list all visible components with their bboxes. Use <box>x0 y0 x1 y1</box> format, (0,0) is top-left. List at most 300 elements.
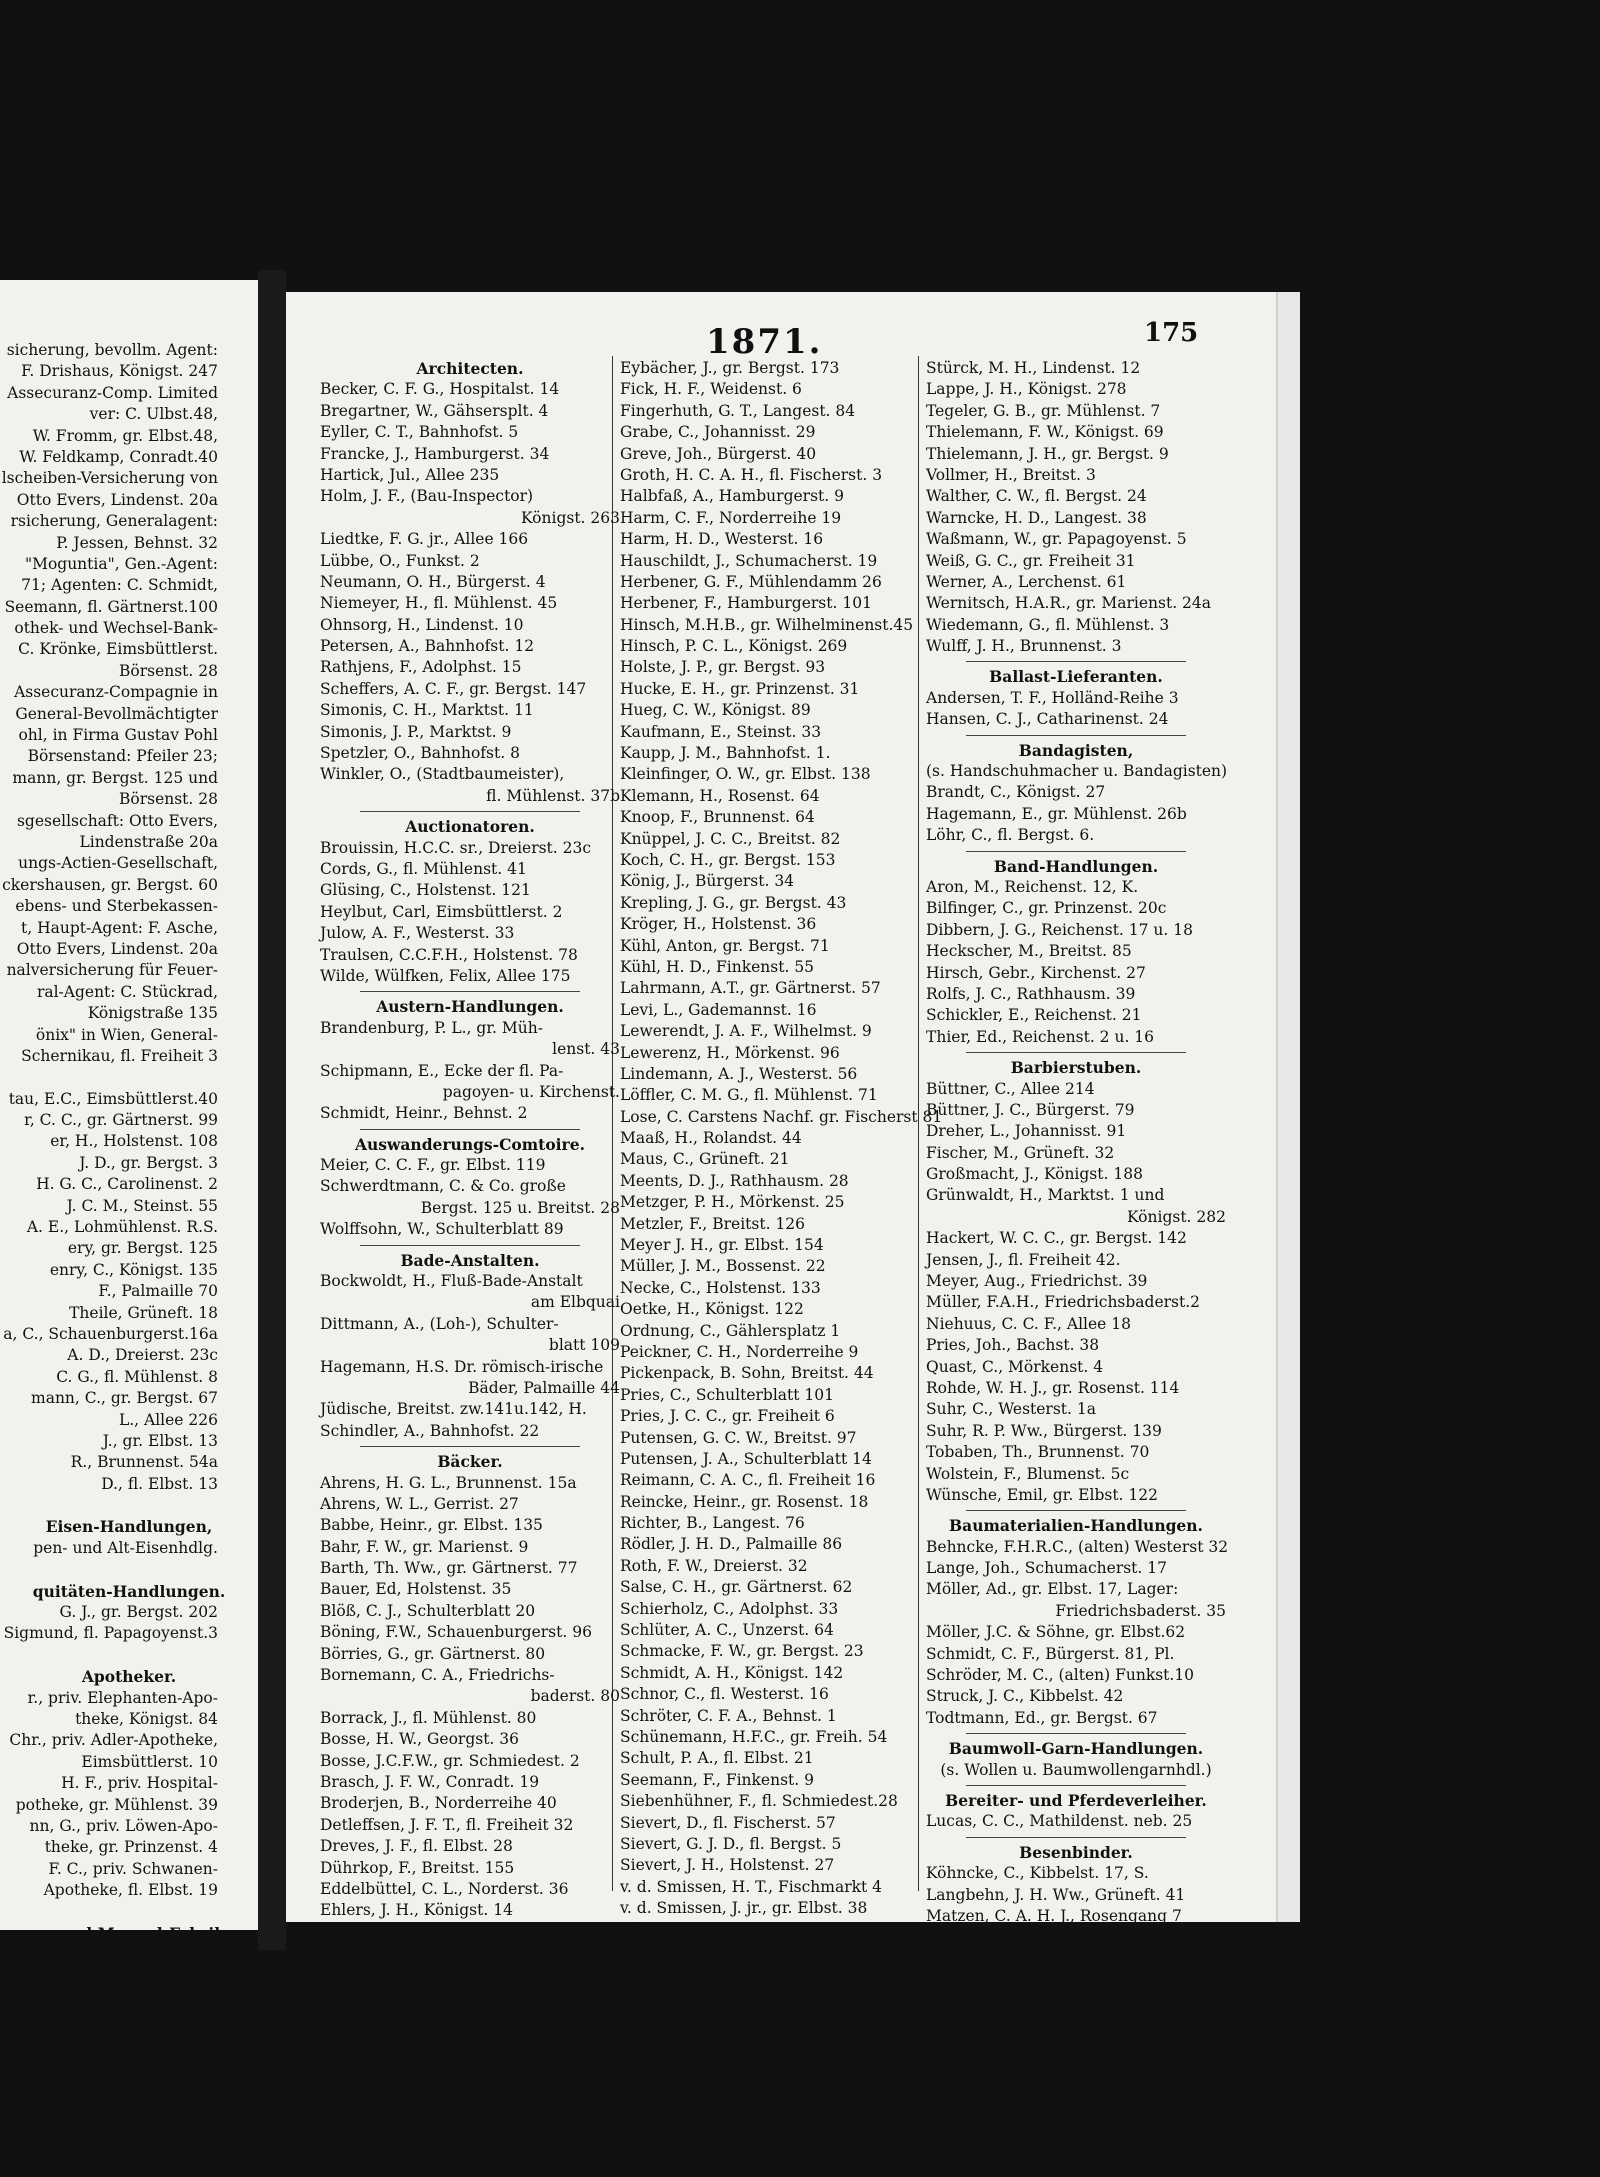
page-edge <box>1276 292 1300 1922</box>
directory-entry: Rödler, J. H. D., Palmaille 86 <box>620 1535 843 1554</box>
directory-entry: Holm, J. F., (Bau-Inspector) <box>320 487 534 506</box>
section-heading: Austern-Handlungen. <box>376 997 564 1017</box>
directory-entry: Löhr, C., fl. Bergst. 6. <box>926 826 1095 845</box>
directory-entry: Dittmann, A., (Loh-), Schulter- <box>320 1314 559 1333</box>
directory-entry: Kröger, H., Holstenst. 36 <box>620 915 817 934</box>
directory-entry: Greve, Joh., Bürgerst. 40 <box>620 444 817 463</box>
left-page-line: General-Bevollmächtigter <box>15 704 218 723</box>
directory-entry: Bosse, J.C.F.W., gr. Schmiedest. 2 <box>320 1751 580 1770</box>
left-page-line: F. C., priv. Schwanen- <box>48 1859 218 1878</box>
directory-entry: (s. Handschuhmacher u. Bandagisten) <box>926 762 1228 781</box>
left-page-line: Otto Evers, Lindenst. 20a <box>16 490 218 509</box>
directory-entry: Lappe, J. H., Königst. 278 <box>926 380 1127 399</box>
section-heading: Auswanderungs-Comtoire. <box>355 1134 585 1154</box>
directory-entry: Broderjen, B., Norderreihe 40 <box>320 1794 557 1813</box>
directory-entry: Wernitsch, H.A.R., gr. Marienst. 24a <box>926 594 1212 613</box>
left-page-line: tau, E.C., Eimsbüttlerst.40 <box>8 1089 218 1108</box>
directory-entry: (s. Wollen u. Baumwollengarnhdl.) <box>940 1760 1212 1779</box>
left-page-line: ral-Agent: C. Stückrad, <box>36 982 218 1001</box>
directory-entry: Büttner, C., Allee 214 <box>926 1079 1095 1098</box>
directory-entry: Walther, C. W., fl. Bergst. 24 <box>926 487 1147 506</box>
left-page-line: othek- und Wechsel-Bank- <box>14 619 218 638</box>
left-page-line: R., Brunnenst. 54a <box>70 1453 218 1472</box>
book-gutter <box>258 270 286 1950</box>
directory-entry: Ahrens, W. L., Gerrist. 27 <box>320 1494 519 1513</box>
left-page-line: Apotheker. <box>81 1667 177 1687</box>
left-page-line: ebens- und Sterbekassen- <box>15 897 218 916</box>
section-divider <box>360 1129 580 1130</box>
directory-entry: am Elbquai <box>530 1293 620 1312</box>
left-page-line: C. Krönke, Eimsbüttlerst. <box>18 640 218 659</box>
directory-entry: v. d. Smissen, J. jr., gr. Elbst. 38 <box>620 1899 868 1918</box>
section-heading: Bereiter- und Pferdeverleiher. <box>945 1791 1207 1810</box>
directory-entry: Julow, A. F., Westerst. 33 <box>320 924 515 943</box>
directory-entry: Hinsch, M.H.B., gr. Wilhelminenst.45 <box>620 615 914 634</box>
left-page-line: Börsenstand: Pfeiler 23; <box>27 747 218 766</box>
directory-entry: Grünwaldt, H., Marktst. 1 und <box>926 1186 1165 1205</box>
left-page-line: rsicherung, Generalagent: <box>10 512 218 531</box>
section-heading: Baumaterialien-Handlungen. <box>949 1516 1203 1536</box>
directory-entry: König, J., Bürgerst. 34 <box>620 872 795 891</box>
left-page-line: sicherung, bevollm. Agent: <box>6 341 218 359</box>
directory-entry: Heckscher, M., Breitst. 85 <box>926 942 1132 961</box>
directory-entry: Scheffers, A. C. F., gr. Bergst. 147 <box>320 679 587 698</box>
left-page-line: F. Drishaus, Königst. 247 <box>21 362 218 381</box>
directory-entry: Fick, H. F., Weidenst. 6 <box>620 380 802 399</box>
left-page-line: lscheiben-Versicherung von <box>1 469 218 488</box>
left-page-line <box>0 1495 258 1516</box>
directory-entry: Bahr, F. W., gr. Marienst. 9 <box>320 1537 529 1556</box>
directory-entry: Waßmann, W., gr. Papagoyenst. 5 <box>926 530 1187 549</box>
directory-entry: Jüdische, Breitst. zw.141u.142, H. <box>320 1400 587 1419</box>
directory-entry: Kleinfinger, O. W., gr. Elbst. 138 <box>620 765 871 784</box>
directory-entry: Harm, C. F., Norderreihe 19 <box>620 508 842 527</box>
directory-entry: Ahrens, H. G. L., Brunnenst. 15a <box>320 1473 577 1492</box>
directory-entry: Jensen, J., fl. Freiheit 42. <box>926 1250 1121 1269</box>
directory-entry: Wilde, Wülfken, Felix, Allee 175 <box>320 966 571 985</box>
directory-entry: Königst. 263 <box>521 508 620 527</box>
left-page-line: Chr., priv. Adler-Apotheke, <box>9 1731 218 1750</box>
left-page-column <box>0 340 258 1966</box>
directory-entry: Grabe, C., Johannisst. 29 <box>620 423 816 442</box>
directory-entry: Pries, J. C. C., gr. Freiheit 6 <box>620 1407 835 1426</box>
left-page-line: theke, Königst. 84 <box>75 1710 218 1728</box>
directory-entry: Dührkop, F., Breitst. 155 <box>320 1858 515 1877</box>
section-heading: Auctionatoren. <box>405 817 535 837</box>
left-page-line: Seemann, fl. Gärtnerst.100 <box>4 597 218 616</box>
left-page-line: n, C.H. Ww, gr. Rosenst.128 <box>0 1945 219 1964</box>
left-page-line: ery, gr. Bergst. 125 <box>67 1239 218 1258</box>
directory-entry: Holste, J. P., gr. Bergst. 93 <box>620 658 826 677</box>
section-divider <box>966 1785 1186 1786</box>
directory-entry: Schindler, A., Bahnhofst. 22 <box>320 1421 540 1440</box>
directory-entry: Seemann, F., Finkenst. 9 <box>620 1770 814 1789</box>
directory-entry: Suhr, R. P. Ww., Bürgerst. 139 <box>926 1421 1162 1440</box>
directory-entry: Aron, M., Reichenst. 12, K. <box>926 877 1139 896</box>
directory-entry: Pries, Joh., Bachst. 38 <box>926 1336 1100 1355</box>
directory-entry: Bregartner, W., Gähsersplt. 4 <box>320 401 549 420</box>
directory-entry: Köhncke, C., Kibbelst. 17, S. <box>926 1864 1149 1883</box>
left-page-line: J., gr. Elbst. 13 <box>102 1431 218 1450</box>
left-page-line: L., Allee 226 <box>118 1410 218 1429</box>
directory-entry: Hauschildt, J., Schumacherst. 19 <box>620 551 878 570</box>
left-page-line: H. G. C., Carolinenst. 2 <box>36 1175 218 1194</box>
left-page-line: Börsenst. 28 <box>118 661 218 680</box>
left-page-line: nalversicherung für Feuer- <box>6 961 218 980</box>
left-page-line: ver: C. Ulbst.48, <box>89 405 218 424</box>
left-page-line: önix" in Wien, General- <box>35 1025 218 1044</box>
directory-entry: lenst. 43 <box>552 1040 620 1059</box>
directory-entry: Langbehn, J. H. Ww., Grüneft. 41 <box>926 1885 1186 1904</box>
directory-entry: Brasch, J. F. W., Conradt. 19 <box>320 1773 540 1791</box>
left-page-line: r., priv. Elephanten-Apo- <box>27 1688 218 1707</box>
directory-entry: Sötje, C., gr. Wilhelminenst. 22 <box>620 1920 864 1939</box>
directory-entry: Eybächer, J., gr. Bergst. 173 <box>620 359 840 377</box>
directory-entry: Knüppel, J. C. C., Breitst. 82 <box>620 829 841 848</box>
directory-entry: Simonis, C. H., Marktst. 11 <box>320 701 534 720</box>
directory-entry: Möller, Ad., gr. Elbst. 17, Lager: <box>926 1580 1179 1599</box>
page-year: 1871. <box>706 322 823 362</box>
directory-entry: Weiß, G. C., gr. Freiheit 31 <box>926 551 1136 570</box>
directory-entry: Wolffsohn, W., Schulterblatt 89 <box>320 1220 564 1239</box>
left-page-line: a, C., Schauenburgerst.16a <box>3 1324 218 1343</box>
directory-entry: Herbener, F., Hamburgerst. 101 <box>620 594 872 613</box>
directory-entry: Vollmer, H., Breitst. 3 <box>926 465 1096 484</box>
directory-entry: Ehlers, T., gr. Brauerst. 8 <box>320 1922 518 1941</box>
directory-entry: Klemann, H., Rosenst. 64 <box>620 786 820 805</box>
directory-entry: Putensen, J. A., Schulterblatt 14 <box>620 1449 872 1468</box>
directory-entry: Putensen, G. C. W., Breitst. 97 <box>620 1428 857 1447</box>
section-divider <box>966 851 1186 852</box>
directory-entry: Wolstein, F., Blumenst. 5c <box>926 1464 1130 1483</box>
directory-column-2 <box>620 358 943 2026</box>
directory-column-3 <box>926 358 1229 1927</box>
left-page-line: ckershausen, gr. Bergst. 60 <box>2 875 218 894</box>
directory-entry: Necke, C., Holstenst. 133 <box>620 1278 821 1297</box>
directory-entry: Blöß, C. J., Schulterblatt 20 <box>320 1601 536 1620</box>
directory-entry: Schmidt, A. H., Königst. 142 <box>620 1663 844 1682</box>
directory-entry: Herbener, G. F., Mühlendamm 26 <box>620 572 882 591</box>
directory-entry: Quast, C., Mörkenst. 4 <box>926 1357 1104 1376</box>
directory-entry: Böning, F.W., Schauenburgerst. 96 <box>320 1623 592 1642</box>
directory-entry: Roth, F. W., Dreierst. 32 <box>620 1556 808 1575</box>
directory-entry: Hagemann, E., gr. Mühlenst. 26b <box>926 804 1187 823</box>
left-page-line: Assecuranz-Compagnie in <box>14 683 218 702</box>
directory-entry: Kühl, H. D., Finkenst. 55 <box>620 957 815 976</box>
section-divider <box>966 661 1186 662</box>
directory-entry: Lange, Joh., Schumacherst. 17 <box>926 1559 1167 1578</box>
left-page-line: H. F., priv. Hospital- <box>61 1774 218 1793</box>
directory-entry: Hueg, C. W., Königst. 89 <box>620 701 811 720</box>
directory-entry: Oetke, H., Königst. 122 <box>620 1300 804 1319</box>
left-page-line: t, Haupt-Agent: F. Asche, <box>21 918 218 937</box>
page-number: 175 <box>1144 318 1199 348</box>
directory-entry: Neumann, O. H., Bürgerst. 4 <box>320 572 546 591</box>
left-page-line: ur- und Mangel-Fabrik. <box>27 1923 231 1943</box>
left-page-line: mann, gr. Bergst. 125 und <box>12 768 218 787</box>
directory-entry: Todtmann, Ed., gr. Bergst. 67 <box>926 1708 1158 1727</box>
directory-entry: Siebenhühner, F., fl. Schmiedest.28 <box>620 1792 898 1811</box>
left-page-line: G. J., gr. Bergst. 202 <box>59 1603 218 1622</box>
directory-entry: Hirsch, Gebr., Kirchenst. 27 <box>926 963 1146 982</box>
left-page-line: Theile, Grüneft. 18 <box>69 1303 218 1322</box>
directory-entry: Kaufmann, E., Steinst. 33 <box>620 722 822 741</box>
directory-entry: Krepling, J. G., gr. Bergst. 43 <box>620 893 847 912</box>
left-page-line <box>0 1559 258 1580</box>
directory-entry: Hackert, W. C. C., gr. Bergst. 142 <box>926 1229 1187 1248</box>
section-divider <box>966 735 1186 736</box>
directory-entry: Maaß, H., Rolandst. 44 <box>620 1129 802 1148</box>
directory-entry: Lewerenz, H., Mörkenst. 96 <box>620 1043 840 1062</box>
directory-entry: Ohnsorg, H., Lindenst. 10 <box>320 615 524 634</box>
left-page-line: theke, gr. Prinzenst. 4 <box>44 1838 218 1857</box>
directory-entry: Koch, C. H., gr. Bergst. 153 <box>620 850 836 869</box>
directory-entry: Schult, P. A., fl. Elbst. 21 <box>620 1749 814 1768</box>
directory-entry: Lewerendt, J. A. F., Wilhelmst. 9 <box>620 1022 872 1041</box>
left-page-line: P. Jessen, Behnst. 32 <box>56 533 218 552</box>
directory-entry: Knoop, F., Brunnenst. 64 <box>620 808 815 827</box>
directory-entry: Levi, L., Gademannst. 16 <box>620 1000 817 1019</box>
directory-entry: Ordnung, C., Gählersplatz 1 <box>620 1321 841 1340</box>
directory-entry: Wulff, J. H., Brunnenst. 3 <box>926 637 1122 656</box>
directory-entry: Stavenow, C. F., Fischmarkt 18 <box>620 1963 863 1982</box>
directory-entry: Detleffsen, J. F. T., fl. Freiheit 32 <box>320 1815 574 1834</box>
directory-column-1 <box>320 358 620 1943</box>
left-page-line: mann, C., gr. Bergst. 67 <box>31 1389 218 1408</box>
directory-entry: Ehlers, J. H., Königst. 14 <box>320 1901 513 1920</box>
section-heading: Bade-Anstalten. <box>400 1250 540 1270</box>
directory-entry: Börries, G., gr. Gärtnerst. 80 <box>320 1644 546 1663</box>
directory-entry: Salse, C. H., gr. Gärtnerst. 62 <box>620 1578 853 1597</box>
left-page-line: W. Fromm, gr. Elbst.48, <box>32 426 218 445</box>
directory-entry: Dreher, L., Johannisst. 91 <box>926 1122 1127 1141</box>
directory-entry: Schmidt, C. F., Bürgerst. 81, Pl. <box>926 1644 1175 1663</box>
directory-entry: Löffler, C. M. G., fl. Mühlenst. 71 <box>620 1086 878 1105</box>
left-page-line: r, C. C., gr. Gärtnerst. 99 <box>24 1111 218 1130</box>
directory-entry: Reincke, Heinr., gr. Rosenst. 18 <box>620 1492 869 1511</box>
directory-entry: Schmidt, Heinr., Behnst. 2 <box>320 1104 528 1123</box>
directory-entry: Büttner, J. C., Bürgerst. 79 <box>926 1100 1135 1119</box>
left-page-line: Lindenstraße 20a <box>79 832 218 851</box>
section-heading: Barbierstuben. <box>1010 1058 1142 1078</box>
section-divider <box>966 1733 1186 1734</box>
section-heading: Bandagisten, <box>1018 740 1134 760</box>
directory-entry: Meyer, Aug., Friedrichst. 39 <box>926 1272 1148 1291</box>
left-page-line: Börsenst. 28 <box>118 790 218 809</box>
directory-entry: Hartick, Jul., Allee 235 <box>320 465 500 484</box>
directory-entry: Fischer, M., Grüneft. 32 <box>926 1143 1115 1162</box>
directory-entry: Winkler, O., (Stadtbaumeister), <box>320 765 565 784</box>
directory-entry: Bornemann, C. A., Friedrichs- <box>320 1666 555 1685</box>
directory-entry: Kühl, Anton, gr. Bergst. 71 <box>620 936 830 955</box>
left-page-line <box>0 1645 258 1666</box>
directory-entry: Schmacke, F. W., gr. Bergst. 23 <box>620 1642 864 1661</box>
directory-entry: Brandt, C., Königst. 27 <box>926 783 1106 802</box>
directory-entry: blatt 109 <box>548 1336 620 1355</box>
directory-entry: Matzen, C. A. H. J., Rosengang 7 <box>926 1906 1182 1925</box>
section-divider <box>360 1446 580 1447</box>
directory-entry: Petersen, A., Bahnhofst. 12 <box>320 637 535 656</box>
left-page-line: "Moguntia", Gen.-Agent: <box>24 554 218 573</box>
directory-entry: Richter, B., Langest. 76 <box>620 1514 805 1533</box>
section-divider <box>966 1510 1186 1511</box>
section-divider <box>966 1837 1186 1838</box>
directory-entry: Lindemann, A. J., Westerst. 56 <box>620 1064 858 1083</box>
directory-entry: Schlüter, A. C., Unzerst. 64 <box>620 1621 834 1640</box>
directory-entry: Tobaben, Th., Brunnenst. 70 <box>926 1443 1150 1462</box>
directory-entry: Sievert, G. J. D., fl. Bergst. 5 <box>620 1834 842 1853</box>
left-page-line: J. D., gr. Bergst. 3 <box>79 1153 218 1172</box>
directory-entry: Meier, C. C. F., gr. Elbst. 119 <box>320 1156 546 1175</box>
directory-entry: Lucas, C. C., Mathildenst. neb. 25 <box>926 1812 1193 1831</box>
left-page-line: Eisen-Handlungen, <box>45 1517 213 1537</box>
directory-entry: Lahrmann, A.T., gr. Gärtnerst. 57 <box>620 979 881 998</box>
left-page-line: W. Feldkamp, Conradt.40 <box>19 447 218 466</box>
directory-entry: Friedrichsbaderst. 35 <box>1055 1601 1226 1620</box>
left-page-line: Assecuranz-Comp. Limited <box>7 383 218 402</box>
section-heading: Bäcker. <box>437 1452 503 1472</box>
directory-entry: Groth, H. C. A. H., fl. Fischerst. 3 <box>620 465 883 484</box>
directory-entry: Meents, D. J., Rathhausm. 28 <box>620 1171 849 1190</box>
left-page-line: 71; Agenten: C. Schmidt, <box>21 576 218 595</box>
directory-entry: Pickenpack, B. Sohn, Breitst. 44 <box>620 1364 874 1383</box>
directory-entry: Rohde, W. H. J., gr. Rosenst. 114 <box>926 1378 1180 1397</box>
section-heading: Baumwoll-Garn-Handlungen. <box>948 1739 1204 1759</box>
directory-entry: Werner, A., Lerchenst. 61 <box>926 572 1127 591</box>
directory-entry: Andersen, T. F., Holländ-Reihe 3 <box>926 688 1179 707</box>
directory-entry: Cords, G., fl. Mühlenst. 41 <box>320 859 527 878</box>
directory-entry: Rolfs, J. C., Rathhausm. 39 <box>926 984 1136 1003</box>
directory-entry: Suhr, C., Westerst. 1a <box>926 1400 1096 1419</box>
directory-entry: Sievert, J. H., Holstenst. 27 <box>620 1856 835 1875</box>
directory-entry: Halbfaß, A., Hamburgerst. 9 <box>620 487 844 506</box>
directory-entry: Francke, J., Hamburgerst. 34 <box>320 444 550 463</box>
directory-entry: Stieler, J. H. W., fl. Gärtnerst.115 <box>620 1984 878 2003</box>
directory-entry: Wünsche, Emil, gr. Elbst. 122 <box>926 1485 1158 1504</box>
directory-entry: Bergst. 125 u. Breitst. 28 <box>420 1198 620 1217</box>
section-heading: Ballast-Lieferanten. <box>989 667 1163 687</box>
left-page-line: Königstraße 135 <box>87 1004 218 1023</box>
directory-entry: Thielemann, F. W., Königst. 69 <box>926 423 1164 442</box>
directory-entry: Thier, Ed., Reichenst. 2 u. 16 <box>926 1027 1155 1046</box>
directory-entry: Thielemann, J. H., gr. Bergst. 9 <box>926 444 1169 463</box>
directory-entry: Borrack, J., fl. Mühlenst. 80 <box>320 1708 537 1727</box>
directory-entry: Liedtke, F. G. jr., Allee 166 <box>320 530 529 549</box>
directory-entry: pagoyen- u. Kirchenst. <box>442 1082 620 1101</box>
directory-entry: Hansen, C. J., Catharinenst. 24 <box>926 710 1169 729</box>
left-page-line: D., fl. Elbst. 13 <box>101 1474 218 1493</box>
section-divider <box>966 1052 1186 1053</box>
directory-entry: Niemeyer, H., fl. Mühlenst. 45 <box>320 594 558 613</box>
section-heading: Architecten. <box>416 359 524 378</box>
directory-entry: Schünemann, H.F.C., gr. Freih. 54 <box>620 1728 888 1746</box>
section-divider <box>360 991 580 992</box>
directory-entry: Tegeler, G. B., gr. Mühlenst. 7 <box>926 401 1161 420</box>
directory-entry: Barth, Th. Ww., gr. Gärtnerst. 77 <box>320 1559 578 1578</box>
directory-entry: Meyer J. H., gr. Elbst. 154 <box>620 1236 824 1255</box>
directory-entry: Schierholz, C., Adolphst. 33 <box>620 1599 839 1618</box>
directory-entry: Becker, C. F. G., Hospitalst. 14 <box>320 380 560 399</box>
directory-entry: Königst. 282 <box>1127 1207 1226 1226</box>
directory-entry: Schröder, M. C., (alten) Funkst.10 <box>926 1666 1195 1685</box>
directory-entry: Heylbut, Carl, Eimsbüttlerst. 2 <box>320 902 563 921</box>
directory-entry: Bilfinger, C., gr. Prinzenst. 20c <box>926 899 1167 918</box>
directory-entry: Spetzler, O., Bahnhofst. 8 <box>320 744 520 763</box>
directory-entry: Simonis, J. P., Marktst. 9 <box>320 722 512 741</box>
right-page <box>286 292 1276 2025</box>
directory-entry: Glüsing, C., Holstenst. 121 <box>320 881 531 900</box>
directory-entry: v. d. Smissen, H. T., Fischmarkt 4 <box>620 1877 883 1896</box>
left-page-line: nn, G., priv. Löwen-Apo- <box>29 1816 218 1835</box>
directory-entry: baderst. 80 <box>530 1687 620 1706</box>
directory-entry: Pries, C., Schulterblatt 101 <box>620 1385 834 1404</box>
directory-entry: Dreves, J. F., fl. Elbst. 28 <box>320 1837 513 1856</box>
directory-entry: Peickner, C. H., Norderreihe 9 <box>620 1342 859 1361</box>
left-page-line: J. C. M., Steinst. 55 <box>66 1196 218 1215</box>
directory-entry: Hinsch, P. C. L., Königst. 269 <box>620 637 848 656</box>
directory-entry: Struck, J. C., Kibbelst. 42 <box>926 1687 1124 1706</box>
directory-entry: Müller, J. M., Bossenst. 22 <box>620 1257 826 1276</box>
directory-entry: Wiedemann, G., fl. Mühlenst. 3 <box>926 615 1170 634</box>
left-page-line: sgesellschaft: Otto Evers, <box>16 811 218 830</box>
directory-entry: Lübbe, O., Funkst. 2 <box>320 551 480 570</box>
directory-entry: Harm, H. D., Westerst. 16 <box>620 530 824 549</box>
left-page-line: F., Palmaille 70 <box>98 1282 218 1301</box>
directory-entry: Bäder, Palmaille 44 <box>468 1378 620 1397</box>
directory-entry: Traulsen, C.C.F.H., Holstenst. 78 <box>320 945 578 964</box>
directory-entry: Hucke, E. H., gr. Prinzenst. 31 <box>620 679 860 698</box>
directory-entry: Eddelbüttel, C. L., Norderst. 36 <box>320 1879 569 1898</box>
directory-entry: Babbe, Heinr., gr. Elbst. 135 <box>320 1516 543 1535</box>
section-heading: Besenbinder. <box>1019 1842 1133 1862</box>
directory-entry: Schnor, C., fl. Westerst. 16 <box>620 1685 829 1704</box>
directory-entry: fl. Mühlenst. 37b <box>486 786 620 805</box>
left-page-line: A. E., Lohmühlenst. R.S. <box>26 1218 218 1237</box>
directory-entry: Schröter, C. F. A., Behnst. 1 <box>620 1706 837 1725</box>
directory-entry: Stricker, W., Norderst. 30a <box>620 2006 830 2025</box>
directory-entry: Müller, F.A.H., Friedrichsbaderst.2 <box>926 1293 1201 1312</box>
section-divider <box>360 811 580 812</box>
directory-entry: Bauer, Ed, Holstenst. 35 <box>320 1580 512 1599</box>
section-divider <box>360 1245 580 1246</box>
left-page-line: Apotheke, fl. Elbst. 19 <box>43 1881 218 1900</box>
directory-entry: Kaupp, J. M., Bahnhofst. 1. <box>620 744 831 763</box>
directory-entry: Bockwoldt, H., Fluß-Bade-Anstalt <box>320 1272 583 1291</box>
left-page-line: A. D., Dreierst. 23c <box>67 1346 218 1365</box>
left-page-line: Otto Evers, Lindenst. 20a <box>16 939 218 958</box>
left-page-line: quitäten-Handlungen. <box>32 1581 226 1601</box>
directory-entry: Schipmann, E., Ecke der fl. Pa- <box>320 1061 564 1080</box>
directory-entry: Schickler, E., Reichenst. 21 <box>926 1006 1142 1025</box>
directory-entry: Maus, C., Grüneft. 21 <box>620 1150 790 1169</box>
directory-entry: Dibbern, J. G., Reichenst. 17 u. 18 <box>926 920 1193 939</box>
left-page-line: Schernikau, fl. Freiheit 3 <box>21 1046 218 1065</box>
section-heading: Band-Handlungen. <box>993 856 1159 876</box>
directory-entry: Behncke, F.H.R.C., (alten) Westerst 32 <box>926 1537 1229 1556</box>
directory-entry: Möller, J.C. & Söhne, gr. Elbst.62 <box>926 1623 1186 1642</box>
directory-entry: Schwerdtmann, C. & Co. große <box>320 1177 566 1196</box>
directory-entry: Stürck, M. H., Lindenst. 12 <box>926 359 1141 377</box>
directory-entry: Warncke, H. D., Langest. 38 <box>926 508 1147 527</box>
directory-entry: Brouissin, H.C.C. sr., Dreierst. 23c <box>320 838 592 857</box>
left-page-line: ungs-Actien-Gesellschaft, <box>18 854 218 873</box>
directory-entry: Metzler, F., Breitst. 126 <box>620 1214 806 1233</box>
directory-entry: Bosse, H. W., Georgst. 36 <box>320 1730 520 1749</box>
directory-entry: Sievert, D., fl. Fischerst. 57 <box>620 1813 836 1832</box>
directory-entry: Metzger, P. H., Mörkenst. 25 <box>620 1193 845 1212</box>
left-page-line: C. G., fl. Mühlenst. 8 <box>56 1367 218 1386</box>
directory-entry: Lose, C. Carstens Nachf. gr. Fischerst 81 <box>620 1107 943 1126</box>
